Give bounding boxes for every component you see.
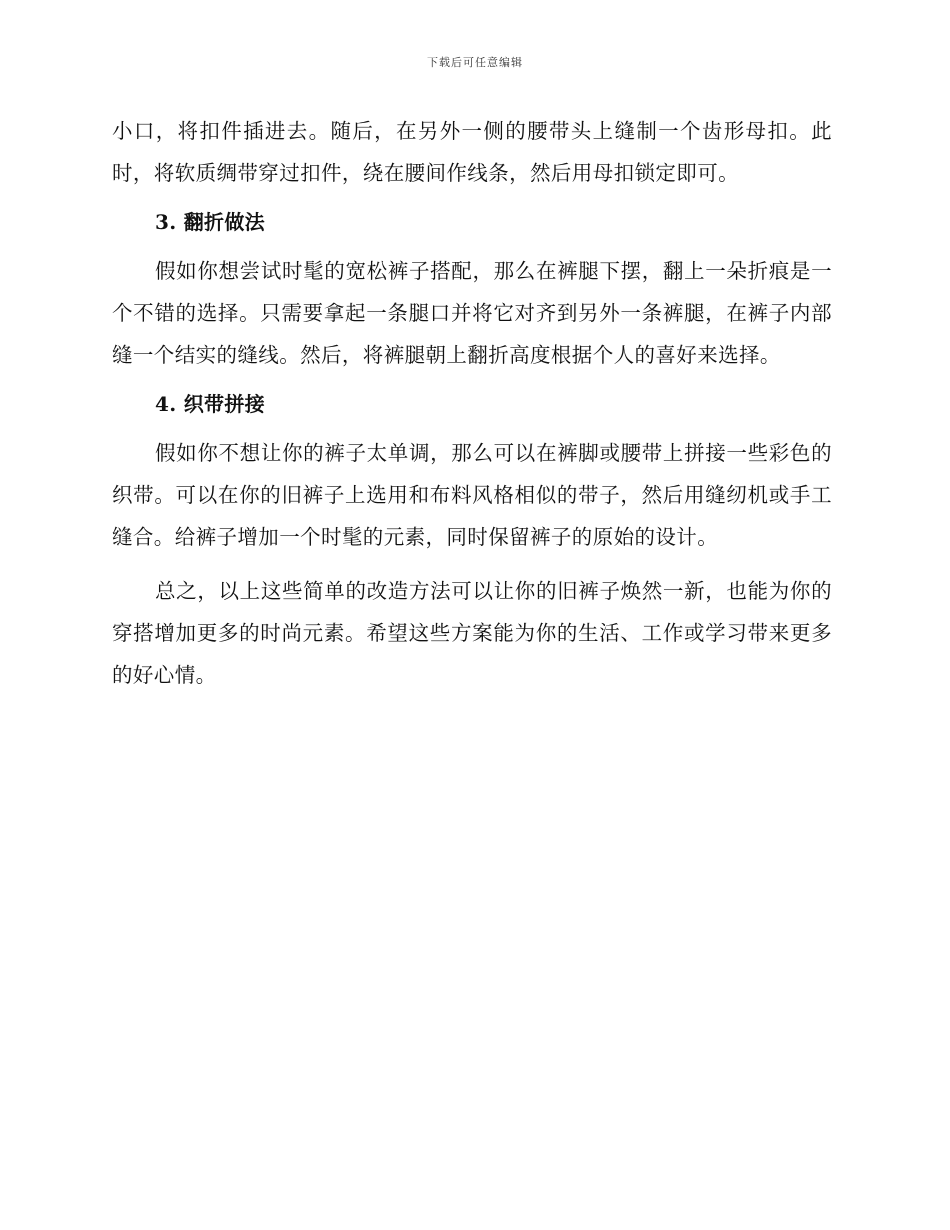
document-body [112,110,832,696]
intro-paragraph: 小口，将扣件插进去。随后，在另外一侧的腰带头上缝制一个齿形母扣。此时，将软质绸带穿过扣件，绕在腰间作线条，然后用母扣锁定即可。 [112,119,832,185]
section-3-heading: 3. 翻折做法 [155,210,265,234]
section-3-paragraph: 假如你想尝试时髦的宽松裤子搭配，那么在裤腿下摆，翻上一朵折痕是一个不错的选择。只需要拿起一条腿口并将它对齐到另外一条裤腿，在裤子内部缝一个结实的缝线。然后，将裤腿朝上翻折高度根据个人的喜好来选择。 [112,259,832,367]
section-4-paragraph: 假如你不想让你的裤子太单调，那么可以在裤脚或腰带上拼接一些彩色的织带。可以在你的旧裤子上选用和布料风格相似的带子，然后用缝纫机或手工缝合。给裤子增加一个时髦的元素，同时保留裤子的原始的设计。 [112,441,832,549]
page-header: 下载后可任意编辑 [427,56,523,69]
conclusion-paragraph: 总之，以上这些简单的改造方法可以让你的旧裤子焕然一新，也能为你的穿搭增加更多的时尚元素。希望这些方案能为你的生活、工作或学习带来更多的好心情。 [112,579,832,687]
section-4-heading: 4. 织带拼接 [155,392,265,416]
